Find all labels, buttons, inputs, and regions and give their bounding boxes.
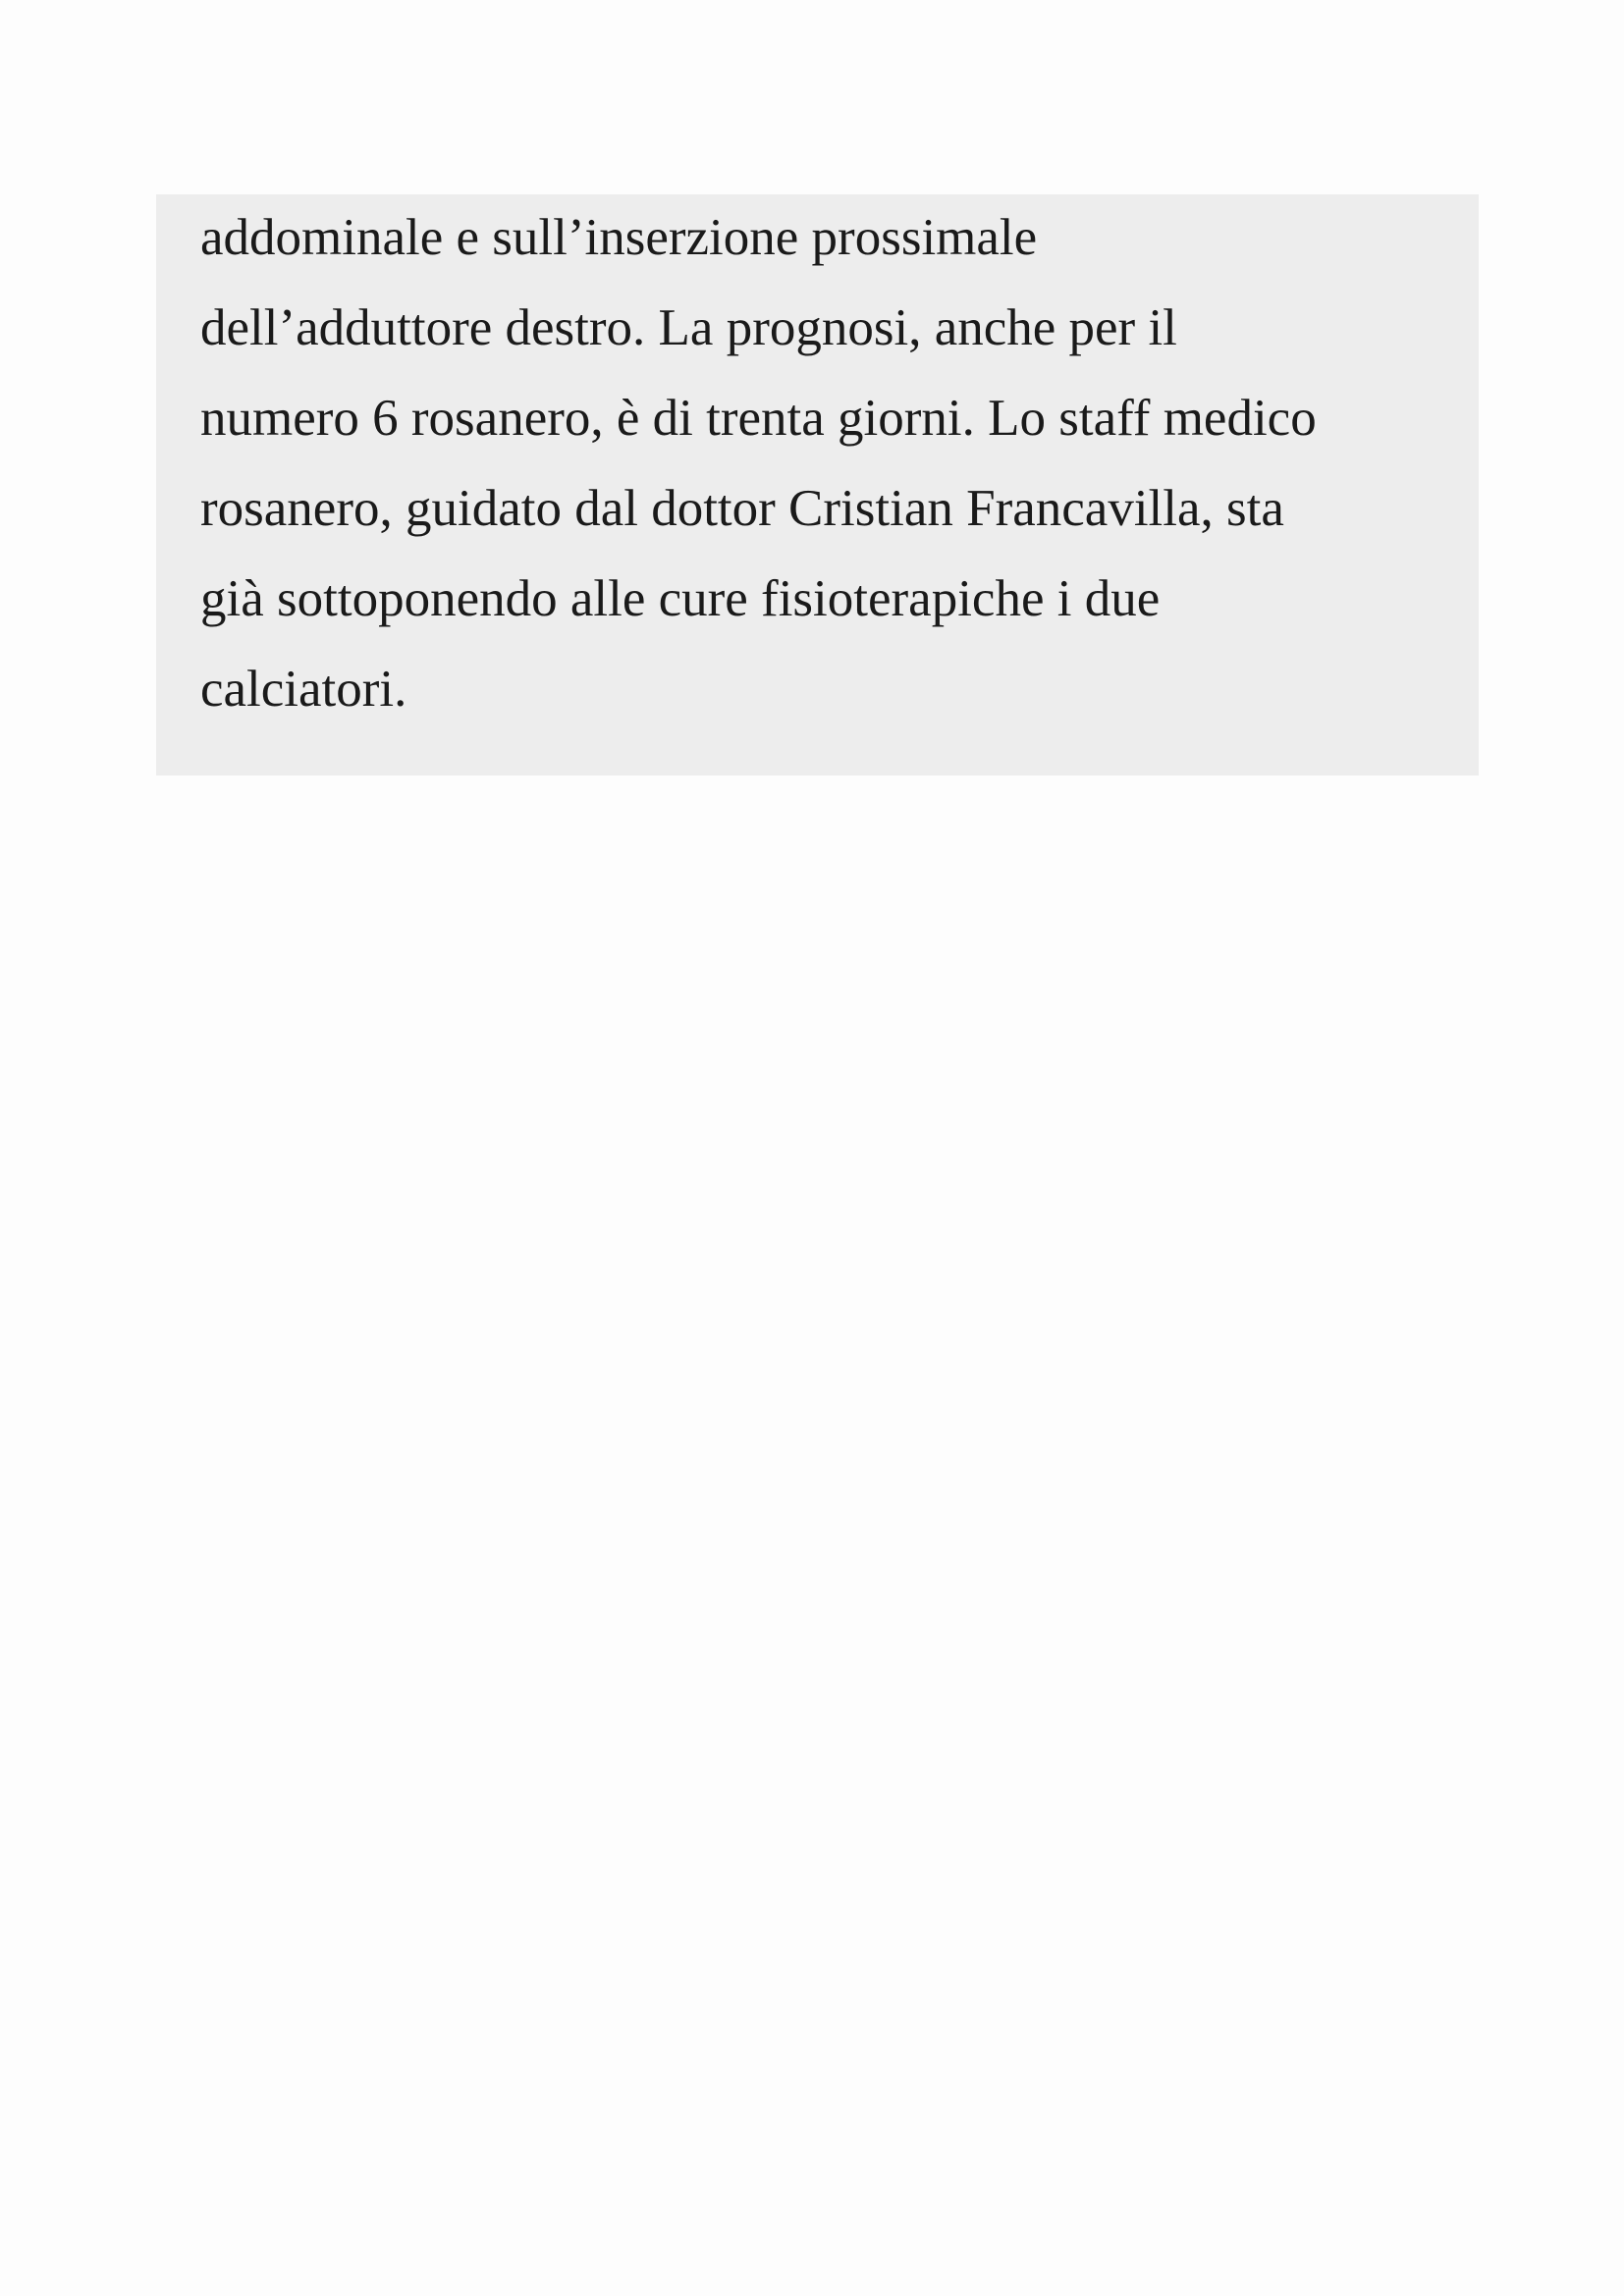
paragraph-line: numero 6 rosanero, è di trenta giorni. Lo staff medico <box>200 390 1317 447</box>
paragraph-line: già sottoponendo alle cure fisioterapiche i due <box>200 570 1161 627</box>
paragraph <box>200 192 1477 734</box>
paragraph-line: calciatori. <box>200 661 407 718</box>
paragraph-line: addominale e sull’inserzione prossimale <box>200 209 1038 266</box>
paragraph-line: dell’adduttore destro. La prognosi, anche per il <box>200 299 1177 356</box>
paragraph-line: rosanero, guidato dal dottor Cristian Francavilla, sta <box>200 480 1284 537</box>
